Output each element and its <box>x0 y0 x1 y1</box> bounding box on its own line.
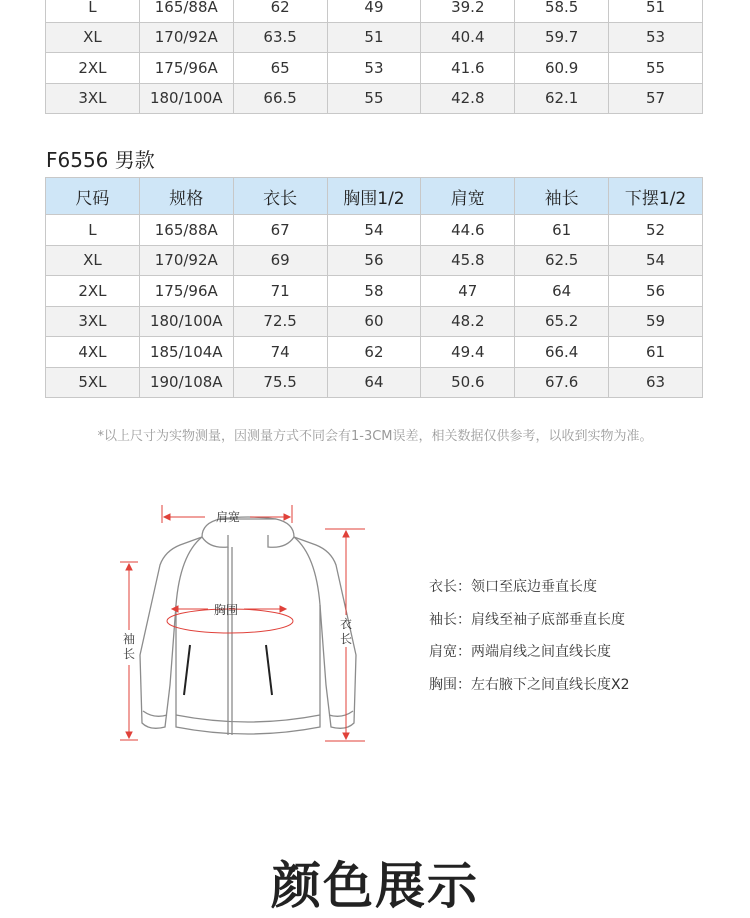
size-table-2 <box>45 177 703 398</box>
length-cell: 65 <box>233 53 327 84</box>
section-title: 颜色展示 <box>271 857 479 915</box>
hem-cell: 63 <box>609 367 703 398</box>
hem-cell: 57 <box>609 83 703 114</box>
sleeve-cell: 66.4 <box>515 337 609 368</box>
size-cell: 3XL <box>46 83 140 114</box>
chest-cell: 53 <box>327 53 421 84</box>
chest-cell: 51 <box>327 22 421 53</box>
size-cell: XL <box>46 22 140 53</box>
spec-cell: 185/104A <box>139 337 233 368</box>
size-cell: L <box>46 0 140 22</box>
sleeve-cell: 60.9 <box>515 53 609 84</box>
spec-cell: 165/88A <box>139 215 233 246</box>
hem-cell: 54 <box>609 245 703 276</box>
chest-cell: 54 <box>327 215 421 246</box>
size-cell: XL <box>46 245 140 276</box>
column-header: 胸围1/2 <box>327 178 421 215</box>
size-cell: 2XL <box>46 276 140 307</box>
legend-chest: 胸围：左右腋下之间直线长度X2 <box>429 676 630 693</box>
table-header-row <box>46 178 703 215</box>
chest-cell: 64 <box>327 367 421 398</box>
shoulder-cell: 39.2 <box>421 0 515 22</box>
hem-cell: 59 <box>609 306 703 337</box>
table-row <box>46 215 703 246</box>
legend-sleeve: 袖长：肩线至袖子底部垂直长度 <box>429 611 625 628</box>
hem-cell: 56 <box>609 276 703 307</box>
table-row <box>46 83 703 114</box>
sleeve-label-2: 长 <box>122 647 136 661</box>
table-row <box>46 245 703 276</box>
sleeve-cell: 62.5 <box>515 245 609 276</box>
table-row <box>46 337 703 368</box>
shoulder-cell: 50.6 <box>421 367 515 398</box>
shoulder-cell: 44.6 <box>421 215 515 246</box>
shoulder-cell: 41.6 <box>421 53 515 84</box>
chest-cell: 60 <box>327 306 421 337</box>
sleeve-cell: 65.2 <box>515 306 609 337</box>
sleeve-cell: 59.7 <box>515 22 609 53</box>
table-row <box>46 22 703 53</box>
spec-cell: 190/108A <box>139 367 233 398</box>
sleeve-cell: 58.5 <box>515 0 609 22</box>
column-header: 下摆1/2 <box>609 178 703 215</box>
chest-label: 胸围 <box>213 603 239 617</box>
size-cell: 5XL <box>46 367 140 398</box>
spec-cell: 180/100A <box>139 83 233 114</box>
hem-cell: 52 <box>609 215 703 246</box>
length-cell: 62 <box>233 0 327 22</box>
length-label-2: 长 <box>339 632 353 646</box>
sleeve-cell: 64 <box>515 276 609 307</box>
size-cell: 4XL <box>46 337 140 368</box>
table-row <box>46 0 703 22</box>
chest-cell: 62 <box>327 337 421 368</box>
hem-cell: 61 <box>609 337 703 368</box>
length-cell: 66.5 <box>233 83 327 114</box>
length-cell: 72.5 <box>233 306 327 337</box>
length-cell: 67 <box>233 215 327 246</box>
shoulder-cell: 49.4 <box>421 337 515 368</box>
length-label-1: 衣 <box>339 617 353 631</box>
length-cell: 71 <box>233 276 327 307</box>
length-cell: 63.5 <box>233 22 327 53</box>
model-title: F6556 男款 <box>46 148 155 172</box>
size-table-1 <box>45 0 703 114</box>
shoulder-cell: 40.4 <box>421 22 515 53</box>
hem-cell: 55 <box>609 53 703 84</box>
size-cell: 3XL <box>46 306 140 337</box>
spec-cell: 170/92A <box>139 22 233 53</box>
legend-length: 衣长：领口至底边垂直长度 <box>429 579 597 595</box>
jacket-measurement-diagram <box>110 495 380 750</box>
table-row <box>46 367 703 398</box>
length-cell: 75.5 <box>233 367 327 398</box>
shoulder-cell: 45.8 <box>421 245 515 276</box>
spec-cell: 165/88A <box>139 0 233 22</box>
sleeve-cell: 62.1 <box>515 83 609 114</box>
length-cell: 69 <box>233 245 327 276</box>
measurement-note: *以上尺寸为实物测量，因测量方式不同会有1-3CM误差，相关数据仅供参考，以收到实物为准。 <box>97 429 653 444</box>
column-header: 规格 <box>139 178 233 215</box>
shoulder-cell: 47 <box>421 276 515 307</box>
length-cell: 74 <box>233 337 327 368</box>
legend-shoulder: 肩宽：两端肩线之间直线长度 <box>429 644 611 660</box>
chest-cell: 56 <box>327 245 421 276</box>
size-cell: L <box>46 215 140 246</box>
chest-cell: 58 <box>327 276 421 307</box>
table-row <box>46 276 703 307</box>
table-row <box>46 306 703 337</box>
column-header: 袖长 <box>515 178 609 215</box>
hem-cell: 51 <box>609 0 703 22</box>
hem-cell: 53 <box>609 22 703 53</box>
shoulder-label: 肩宽 <box>215 510 241 524</box>
measurement-legend <box>429 576 630 706</box>
size-cell: 2XL <box>46 53 140 84</box>
spec-cell: 180/100A <box>139 306 233 337</box>
shoulder-cell: 42.8 <box>421 83 515 114</box>
chest-cell: 55 <box>327 83 421 114</box>
chest-cell: 49 <box>327 0 421 22</box>
sleeve-label-1: 袖 <box>122 632 136 646</box>
sleeve-cell: 67.6 <box>515 367 609 398</box>
spec-cell: 175/96A <box>139 53 233 84</box>
column-header: 尺码 <box>46 178 140 215</box>
column-header: 衣长 <box>233 178 327 215</box>
table-row <box>46 53 703 84</box>
spec-cell: 170/92A <box>139 245 233 276</box>
sleeve-cell: 61 <box>515 215 609 246</box>
column-header: 肩宽 <box>421 178 515 215</box>
shoulder-cell: 48.2 <box>421 306 515 337</box>
spec-cell: 175/96A <box>139 276 233 307</box>
